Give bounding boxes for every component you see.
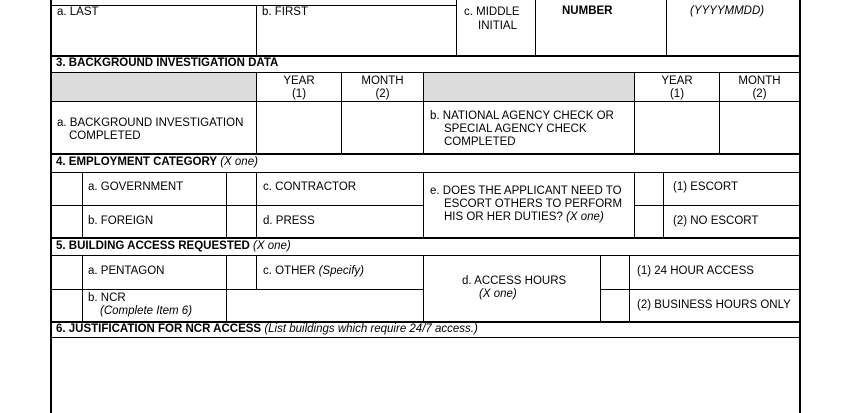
bi-year-header: YEAR (1)	[283, 75, 315, 100]
first-name-label: b. FIRST	[262, 6, 309, 18]
divider	[634, 172, 635, 238]
no-escort-label: (2) NO ESCORT	[673, 215, 759, 227]
divider	[600, 255, 601, 322]
nac-year-header: YEAR (1)	[661, 75, 693, 100]
bi-header-shade	[51, 73, 256, 101]
form-border-left	[50, 0, 52, 413]
contractor-label: c. CONTRACTOR	[263, 181, 357, 193]
nac-year-field[interactable]	[635, 102, 719, 154]
divider	[226, 172, 227, 238]
section-3-title: 3. BACKGROUND INVESTIGATION DATA	[56, 57, 279, 69]
government-checkbox[interactable]	[52, 173, 82, 205]
ncr-label: b. NCR (Complete Item 6)	[88, 292, 193, 317]
divider	[629, 255, 630, 322]
divider	[226, 255, 227, 322]
middle-initial-label-line2: INITIAL	[478, 20, 517, 32]
foreign-label: b. FOREIGN	[88, 215, 154, 227]
bi-month-header: MONTH (2)	[361, 75, 404, 100]
row-line	[600, 289, 801, 290]
date-format-label: (YYYYMMDD)	[690, 5, 765, 17]
form-border-right	[799, 0, 801, 413]
bi-month-field[interactable]	[342, 102, 424, 154]
pentagon-checkbox[interactable]	[52, 256, 82, 289]
section-6-title: 6. JUSTIFICATION FOR NCR ACCESS (List buildings which require 24/7 access.)	[56, 323, 478, 335]
access-hours-label: d. ACCESS HOURS (X one)	[462, 275, 567, 300]
divider	[663, 172, 664, 238]
bi-completed-label: a. BACKGROUND INVESTIGATION COMPLETED	[57, 117, 244, 142]
divider	[456, 0, 457, 56]
other-checkbox[interactable]	[227, 256, 256, 289]
divider	[256, 255, 257, 289]
divider	[423, 72, 424, 154]
divider	[82, 255, 83, 322]
other-specify-field[interactable]	[227, 290, 424, 322]
last-name-label: a. LAST	[57, 6, 99, 18]
section-5-title: 5. BUILDING ACCESS REQUESTED (X one)	[56, 240, 291, 252]
press-label: d. PRESS	[263, 215, 315, 227]
nac-header-shade	[424, 73, 634, 101]
section-4-title: 4. EMPLOYMENT CATEGORY (X one)	[56, 156, 258, 168]
row-line	[50, 255, 801, 256]
hour24-label: (1) 24 HOUR ACCESS	[637, 265, 754, 277]
bi-year-field[interactable]	[257, 102, 341, 154]
number-label: NUMBER	[562, 5, 613, 17]
section-line	[50, 153, 801, 155]
row-line	[50, 101, 801, 102]
no-escort-checkbox[interactable]	[635, 206, 663, 238]
pentagon-label: a. PENTAGON	[88, 265, 165, 277]
nac-month-header: MONTH (2)	[738, 75, 781, 100]
escort-label: (1) ESCORT	[673, 181, 738, 193]
row-line	[50, 337, 801, 338]
divider	[256, 5, 257, 56]
divider	[423, 172, 424, 238]
ncr-checkbox[interactable]	[52, 290, 82, 322]
divider	[423, 255, 424, 322]
government-label: a. GOVERNMENT	[88, 181, 184, 193]
top-line	[50, 5, 456, 6]
nac-completed-label: b. NATIONAL AGENCY CHECK OR SPECIAL AGENCY CHECK COMPLETED	[430, 110, 614, 148]
foreign-checkbox[interactable]	[52, 206, 82, 238]
nac-month-field[interactable]	[720, 102, 799, 154]
other-label: c. OTHER (Specify)	[263, 265, 364, 277]
business-hours-label: (2) BUSINESS HOURS ONLY	[637, 299, 791, 311]
hour24-checkbox[interactable]	[601, 256, 629, 289]
contractor-checkbox[interactable]	[227, 173, 256, 205]
row-line	[634, 205, 801, 206]
escort-checkbox[interactable]	[635, 173, 663, 205]
divider	[82, 172, 83, 238]
divider	[535, 0, 536, 56]
row-line	[50, 72, 801, 73]
row-line	[50, 289, 424, 290]
justification-field[interactable]	[52, 338, 800, 413]
divider	[666, 0, 667, 56]
business-hours-checkbox[interactable]	[601, 290, 629, 322]
row-line	[50, 172, 801, 173]
row-line	[50, 205, 424, 206]
escort-question-label: e. DOES THE APPLICANT NEED TO ESCORT OTHERS TO PERFORM HIS OR HER DUTIES? (X one)	[430, 185, 623, 223]
section-line	[50, 237, 801, 239]
middle-initial-label: c. MIDDLE	[464, 6, 520, 18]
press-checkbox[interactable]	[227, 206, 256, 238]
divider	[256, 172, 257, 238]
